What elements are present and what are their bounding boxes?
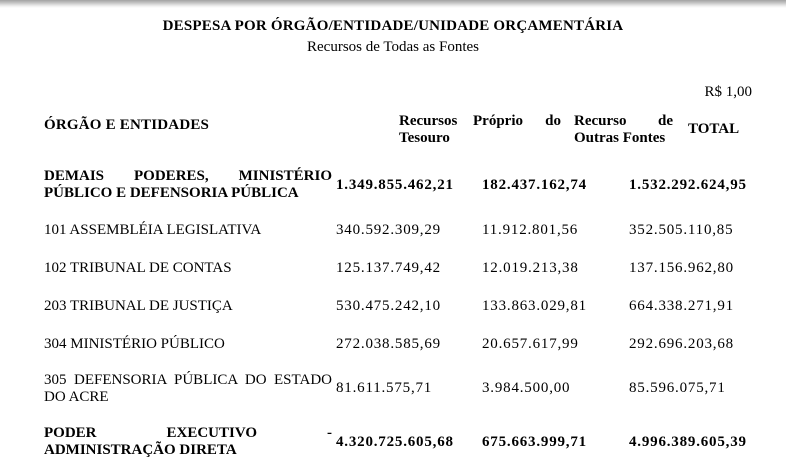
value-recursos-tesouro: 340.592.309,29 (336, 222, 441, 238)
column-header-proprio: Próprio do (473, 113, 561, 129)
column-header-recursos-tesouro (399, 113, 465, 147)
value-recursos-proprios: 133.863.029,81 (482, 298, 587, 314)
row-label-line: DO ACRE (44, 389, 109, 405)
row-label-line: PODER EXECUTIVO - (44, 425, 332, 441)
column-header-line: Outras Fontes (574, 130, 666, 146)
row-label: 102 TRIBUNAL DE CONTAS (44, 260, 232, 276)
value-total: 292.696.203,68 (629, 336, 734, 352)
column-header-total: TOTAL (688, 121, 740, 137)
page-subtitle: Recursos de Todas as Fontes (307, 39, 479, 55)
value-recursos-proprios: 3.984.500,00 (482, 380, 571, 396)
value-recursos-tesouro: 4.320.725.605,68 (336, 434, 454, 450)
value-total: 4.996.389.605,39 (629, 434, 747, 450)
value-total: 664.338.271,91 (629, 298, 734, 314)
column-header-orgao-entidades: ÓRGÃO E ENTIDADES (44, 117, 210, 133)
value-recursos-proprios: 20.657.617,99 (482, 336, 579, 352)
page-top-shadow (0, 0, 786, 8)
value-recursos-tesouro: 272.038.585,69 (336, 336, 441, 352)
value-total: 352.505.110,85 (629, 222, 734, 238)
row-label-line: DEMAIS PODERES, MINISTÉRIO (44, 168, 332, 184)
value-recursos-proprios: 182.437.162,74 (482, 177, 587, 193)
value-recursos-tesouro: 125.137.749,42 (336, 260, 441, 276)
value-total: 85.596.075,71 (629, 380, 726, 396)
column-header-line: Tesouro (399, 130, 450, 146)
row-label-line: PÚBLICO E DEFENSORIA PÚBLICA (44, 185, 299, 201)
row-label (44, 168, 332, 202)
row-label: 101 ASSEMBLÉIA LEGISLATIVA (44, 222, 262, 238)
value-recursos-tesouro: 81.611.575,71 (336, 380, 433, 396)
row-label: 304 MINISTÉRIO PÚBLICO (44, 336, 225, 352)
value-recursos-proprios: 12.019.213,38 (482, 260, 579, 276)
value-recursos-tesouro: 530.475.242,10 (336, 298, 441, 314)
value-total: 1.532.292.624,95 (629, 177, 747, 193)
row-label-line: ADMINISTRAÇÃO DIRETA (44, 442, 237, 458)
row-label: 203 TRIBUNAL DE JUSTIÇA (44, 298, 233, 314)
currency-unit-note: R$ 1,00 (704, 84, 752, 100)
value-recursos-proprios: 11.912.801,56 (482, 222, 579, 238)
column-header-outras-fontes (574, 113, 673, 147)
row-label-line: 305 DEFENSORIA PÚBLICA DO ESTADO (44, 372, 332, 388)
value-recursos-tesouro: 1.349.855.462,21 (336, 177, 454, 193)
column-header-line: Recurso de (574, 113, 673, 129)
value-recursos-proprios: 675.663.999,71 (482, 434, 587, 450)
value-total: 137.156.962,80 (629, 260, 734, 276)
column-header-line: Recursos (399, 113, 458, 129)
row-label (44, 372, 332, 406)
row-label (44, 425, 332, 459)
page-title: DESPESA POR ÓRGÃO/ENTIDADE/UNIDADE ORÇAMENTÁRIA (162, 18, 624, 34)
